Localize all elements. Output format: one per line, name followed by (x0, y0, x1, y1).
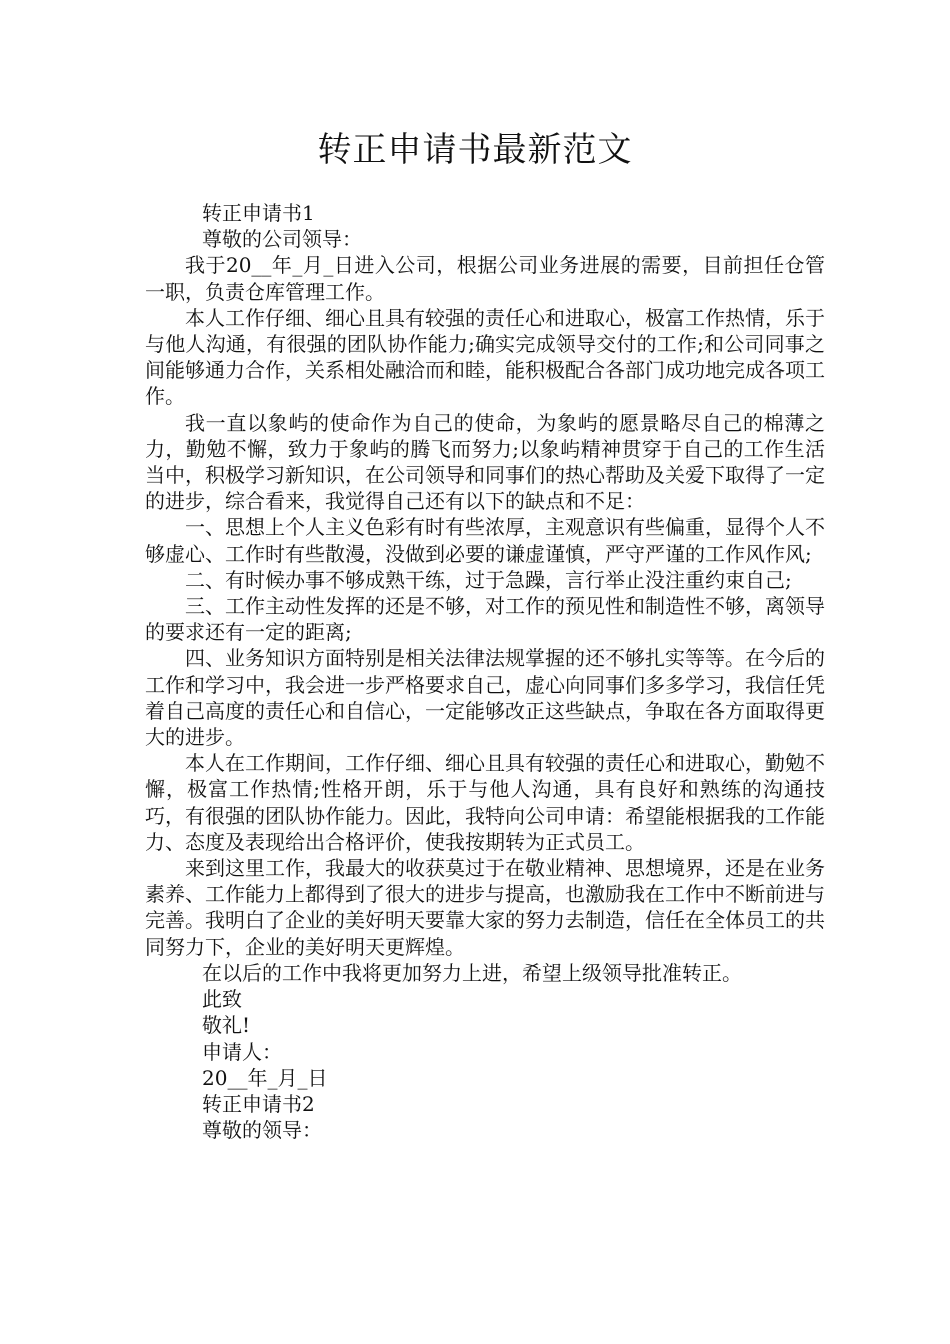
paragraph: 本人在工作期间，工作仔细、细心且具有较强的责任心和进取心，勤勉不懈，极富工作热情;性格开朗，乐于与他人沟通，具有良好和熟练的沟通技巧，有很强的团队协作能力。因此，我特向公司申请：希望能根据我的工作能力、态度及表现给出合格评价，使我按期转为正式员工。 (145, 751, 825, 854)
salutation: 尊敬的领导： (202, 1118, 322, 1143)
closing-line: 此致 (202, 987, 242, 1012)
section-heading: 转正申请书1 (202, 201, 315, 225)
document-body (145, 200, 825, 1143)
paragraph: 二、有时候办事不够成熟干练，过于急躁，言行举止没注重约束自己; (185, 567, 792, 592)
closing-line: 敬礼! (202, 1013, 251, 1038)
paragraph: 来到这里工作，我最大的收获莫过于在敬业精神、思想境界，还是在业务素养、工作能力上都得到了很大的进步与提高，也激励我在工作中不断前进与完善。我明白了企业的美好明天要靠大家的努力去制造，信任在全体员工的共同努力下，企业的美好明天更辉煌。 (145, 856, 825, 959)
salutation: 尊敬的公司领导： (202, 227, 362, 252)
closing-line: 在以后的工作中我将更加努力上进，希望上级领导批准转正。 (202, 960, 742, 985)
paragraph: 一、思想上个人主义色彩有时有些浓厚，主观意识有些偏重，显得个人不够虚心、工作时有些散漫，没做到必要的谦虚谨慎，严守严谨的工作风作风; (145, 515, 825, 566)
section-heading: 转正申请书2 (202, 1091, 315, 1116)
paragraph: 我一直以象屿的使命作为自己的使命，为象屿的愿景略尽自己的棉薄之力，勤勉不懈，致力于象屿的腾飞而努力;以象屿精神贯穿于自己的工作生活当中，积极学习新知识，在公司领导和同事们的热心帮助及关爱下取得了一定的进步，综合看来，我觉得自己还有以下的缺点和不足： (145, 410, 825, 514)
paragraph: 四、业务知识方面特别是相关法律法规掌握的还不够扎实等等。在今后的工作和学习中，我会进一步严格要求自己，虚心向同事们多多学习，我信任凭着自己高度的责任心和自信心，一定能够改正这些缺点，争取在各方面取得更大的进步。 (145, 646, 825, 750)
applicant-label: 申请人： (202, 1039, 282, 1064)
paragraph: 本人工作仔细、细心且具有较强的责任心和进取心，极富工作热情，乐于与他人沟通，有很强的团队协作能力;确实完成领导交付的工作;和公司同事之间能够通力合作，关系相处融洽而和睦，能积极配合各部门成功地完成各项工作。 (145, 305, 825, 409)
date-line: 20__年_月_日 (202, 1065, 328, 1090)
paragraph: 我于20__年_月_日进入公司，根据公司业务进展的需要，目前担任仓管一职，负责仓库管理工作。 (145, 253, 825, 304)
paragraph: 三、工作主动性发挥的还是不够，对工作的预见性和制造性不够，离领导的要求还有一定的距离; (145, 594, 825, 645)
document-title: 转正申请书最新范文 (317, 130, 633, 170)
